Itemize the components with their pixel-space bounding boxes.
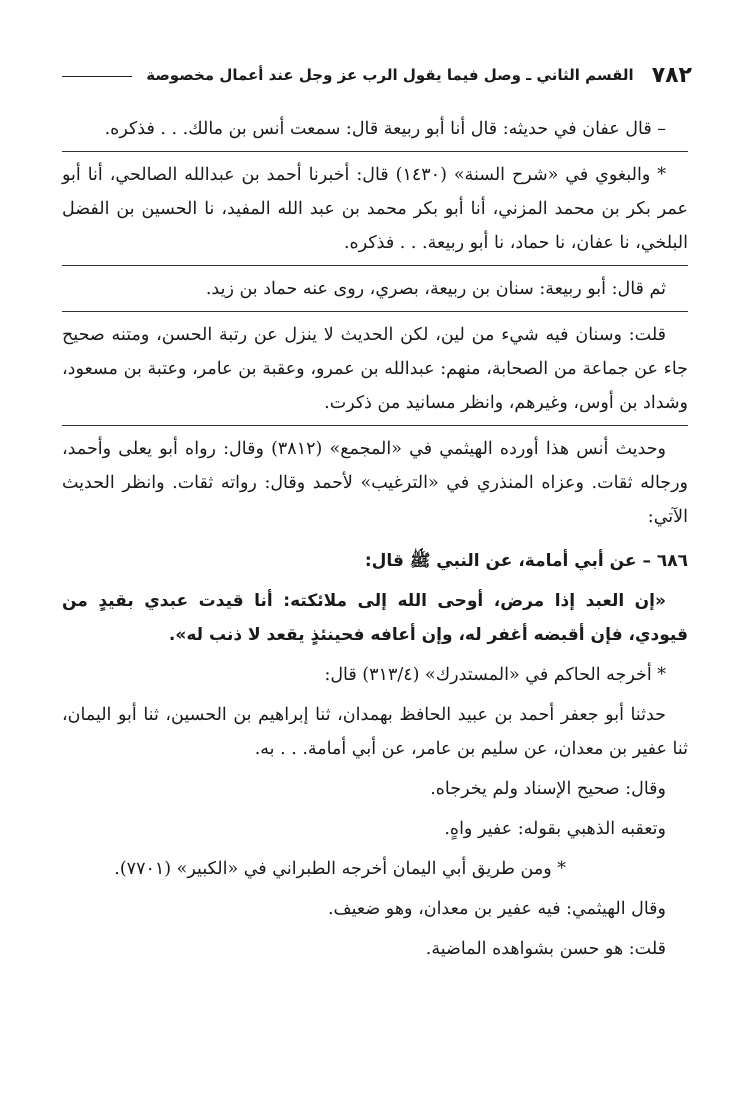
paragraph-abu-rabia: ثم قال: أبو ربيعة: سنان بن ربيعة، بصري، روى عنه حماد بن زيد.: [205, 279, 666, 299]
separator-line: [62, 151, 688, 152]
paragraph-qultu: قلت: وسنان فيه شيء من لين، لكن الحديث لا ينزل عن رتبة الحسن، ومتنه صحيح جاء عن جماعة من الصحابة، منهم: عبدالله بن عمرو، وعقبة بن عامر، وعتبة بن مسعود، وشداد بن أوس، وغيرهم، وانظر مسانيد من ذكرت.: [62, 325, 688, 413]
paragraph-continuation: – قال عفان في حديثه: قال أنا أبو ربيعة قال: سمعت أنس بن مالك. . . فذكره.: [104, 119, 666, 139]
paragraph-conclusion: قلت: هو حسن بشواهده الماضية.: [425, 939, 666, 959]
hadith-heading: ٦٨٦ – عن أبي أمامة، عن النبي ﷺ قال:: [364, 551, 688, 571]
page-number: ٧٨٢: [651, 62, 692, 88]
paragraph-isnad: حدثنا أبو جعفر أحمد بن عبيد الحافظ بهمدان، ثنا إبراهيم بن الحسين، ثنا أبو اليمان، ثنا عفير بن معدان، عن سليم بن عامر، عن أبي أمامة. . . به.: [62, 705, 688, 759]
paragraph-dhahabi: وتعقبه الذهبي بقوله: عفير واهٍ.: [444, 819, 666, 839]
paragraph-hakim: * أخرجه الحاكم في «المستدرك» (٣١٣/٤) قال:: [324, 665, 666, 685]
paragraph-hakim-verdict: وقال: صحيح الإسناد ولم يخرجاه.: [430, 779, 666, 799]
separator-line: [62, 425, 688, 426]
separator-line: [62, 311, 688, 312]
paragraph-haythami: وحديث أنس هذا أورده الهيثمي في «المجمع» (٣٨١٢) وقال: رواه أبو يعلى وأحمد، ورجاله ثقات. وعزاه المنذري في «الترغيب» لأحمد وقال: رواته ثقات. وانظر الحديث الآتي:: [62, 439, 688, 527]
paragraph-haythami-weak: وقال الهيثمي: فيه عفير بن معدان، وهو ضعيف.: [327, 899, 666, 919]
header-rule: [62, 76, 132, 77]
paragraph-tabarani: * ومن طريق أبي اليمان أخرجه الطبراني في «الكبير» (٧٧٠١).: [114, 859, 566, 879]
page-body: [62, 112, 688, 966]
separator-line: [62, 265, 688, 266]
hadith-text: «إن العبد إذا مرض، أوحى الله إلى ملائكته: أنا قيدت عبدي بقيدٍ من قيودي، فإن أقبضه أغفر له، وإن أعافه فحينئذٍ يقعد لا ذنب له».: [62, 591, 688, 645]
page-header: [62, 58, 692, 92]
paragraph-baghawi: * والبغوي في «شرح السنة» (١٤٣٠) قال: أخبرنا أحمد بن عبدالله الصالحي، أنا أبو عمر بكر بن محمد المزني، أنا أبو بكر محمد بن عبد الله المفيد، نا الحسين بن الفضل البلخي، نا عفان، نا حماد، نا أبو ربيعة. . . فذكره.: [62, 165, 688, 253]
running-head: القسم الثاني ـ وصل فيما يقول الرب عز وجل عند أعمال مخصوصة: [146, 66, 634, 84]
